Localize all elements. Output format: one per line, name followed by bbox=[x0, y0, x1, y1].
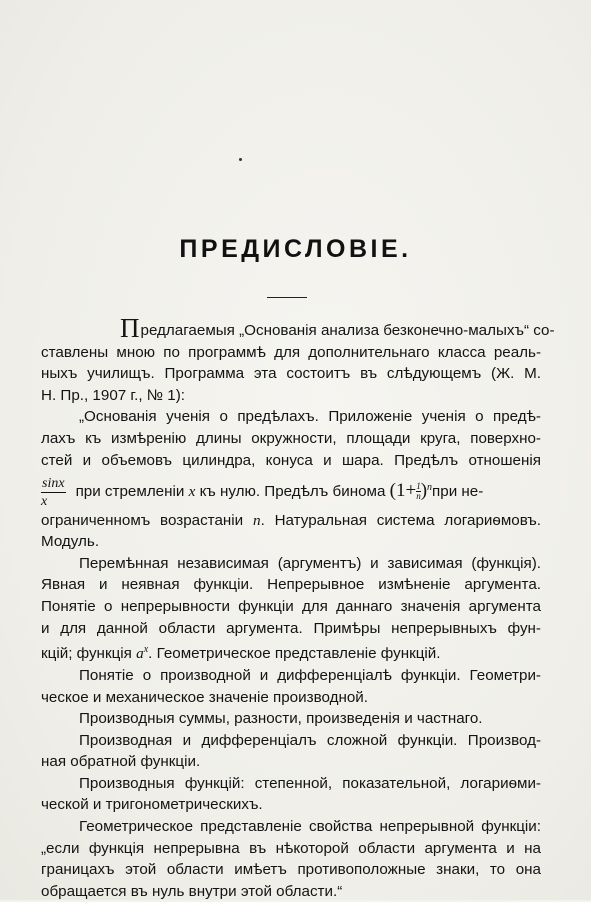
text-line: ческой и тригонометрическихъ. bbox=[41, 796, 263, 814]
text-line: Перемѣнная независимая (аргументъ) и зависимая (функція). bbox=[79, 554, 541, 572]
paragraph-2 bbox=[41, 406, 541, 553]
text-line: ческое и механическое значеніе производной. bbox=[41, 688, 368, 706]
paragraph-6 bbox=[41, 730, 541, 773]
text-line: „Основанія ученія о предѣлахъ. Приложеніе ученія о предѣ- bbox=[79, 408, 541, 426]
text-line: Явная и неявная функціи. Непрерывное измѣненіе аргумента. bbox=[41, 576, 541, 594]
paragraph-1 bbox=[41, 313, 555, 406]
text-line: Производная и дифференціалъ сложной функціи. Производ- bbox=[79, 731, 541, 749]
text-line: Геометрическое представленіе свойства непрерывной функціи: bbox=[79, 818, 541, 836]
text-line: Модуль. bbox=[41, 533, 100, 551]
text-line: ограниченномъ возрастаніи n. Натуральная система логариѳмовъ. bbox=[41, 511, 541, 529]
text-line: Производныя функцій: степенной, показательной, логариѳми- bbox=[79, 774, 541, 792]
text-line: стей и объемовъ цилиндра, конуса и шара. Предѣлъ отношенія bbox=[41, 451, 541, 469]
ink-speck bbox=[239, 158, 242, 161]
sin-fraction: $\frac{\sin x}{x}$ bbox=[41, 475, 65, 509]
text-line: лахъ къ измѣренію длины окружности, площади круга, поверхно- bbox=[41, 429, 541, 447]
text-line: Производныя суммы, разности, произведенія и частнаго. bbox=[79, 710, 483, 728]
text-line: Н. Пр., 1907 г., № 1): bbox=[41, 386, 186, 404]
paragraph-3 bbox=[41, 553, 541, 665]
paragraph-5 bbox=[41, 708, 541, 730]
text-line: границахъ этой области имѣетъ противоположные знаки, то она bbox=[41, 861, 541, 879]
drop-cap: П bbox=[120, 313, 140, 343]
text-line: обращается въ нуль внутри этой области.“ bbox=[41, 882, 343, 900]
text-line: кцій; функція $a^x$. Геометрическое представленіе функцій. bbox=[41, 644, 441, 663]
paragraph-7 bbox=[41, 773, 541, 816]
paragraph-8 bbox=[41, 816, 541, 902]
text-line: „если функція непрерывна въ нѣкоторой области аргумента и на bbox=[41, 839, 541, 857]
text-line: ныхъ училищъ. Программа эта состоитъ въ слѣдующемъ (Ж. М. bbox=[41, 365, 541, 383]
page-title: ПРЕДИСЛОВІЕ. bbox=[179, 235, 412, 263]
text-line: Предлагаемыя „Основанія анализа безконечно-малыхъ“ со- bbox=[41, 318, 541, 342]
formula-line: $\frac{\sin x}{x}$ при стремленіи x къ нулю. Предѣлъ бинома (1+ $\frac{1}{n}$ )$^n$при не- bbox=[41, 475, 484, 509]
text-line: Понятіе о производной и дифференціалѣ функціи. Геометри- bbox=[79, 666, 541, 684]
binomial: (1+ $\frac{1}{n}$ ) bbox=[389, 480, 428, 502]
paragraph-4 bbox=[41, 665, 541, 708]
text-line: Понятіе о непрерывности функціи для даннаго значенія аргумента bbox=[41, 598, 541, 616]
text-line: и для данной области аргумента. Примѣры непрерывныхъ фун- bbox=[41, 619, 541, 637]
text-line: ная обратной функціи. bbox=[41, 753, 201, 771]
text-line: ставлены мною по программѣ для дополнительнаго класса реаль- bbox=[41, 343, 541, 361]
preface-text bbox=[41, 313, 555, 902]
title-divider bbox=[267, 297, 307, 298]
